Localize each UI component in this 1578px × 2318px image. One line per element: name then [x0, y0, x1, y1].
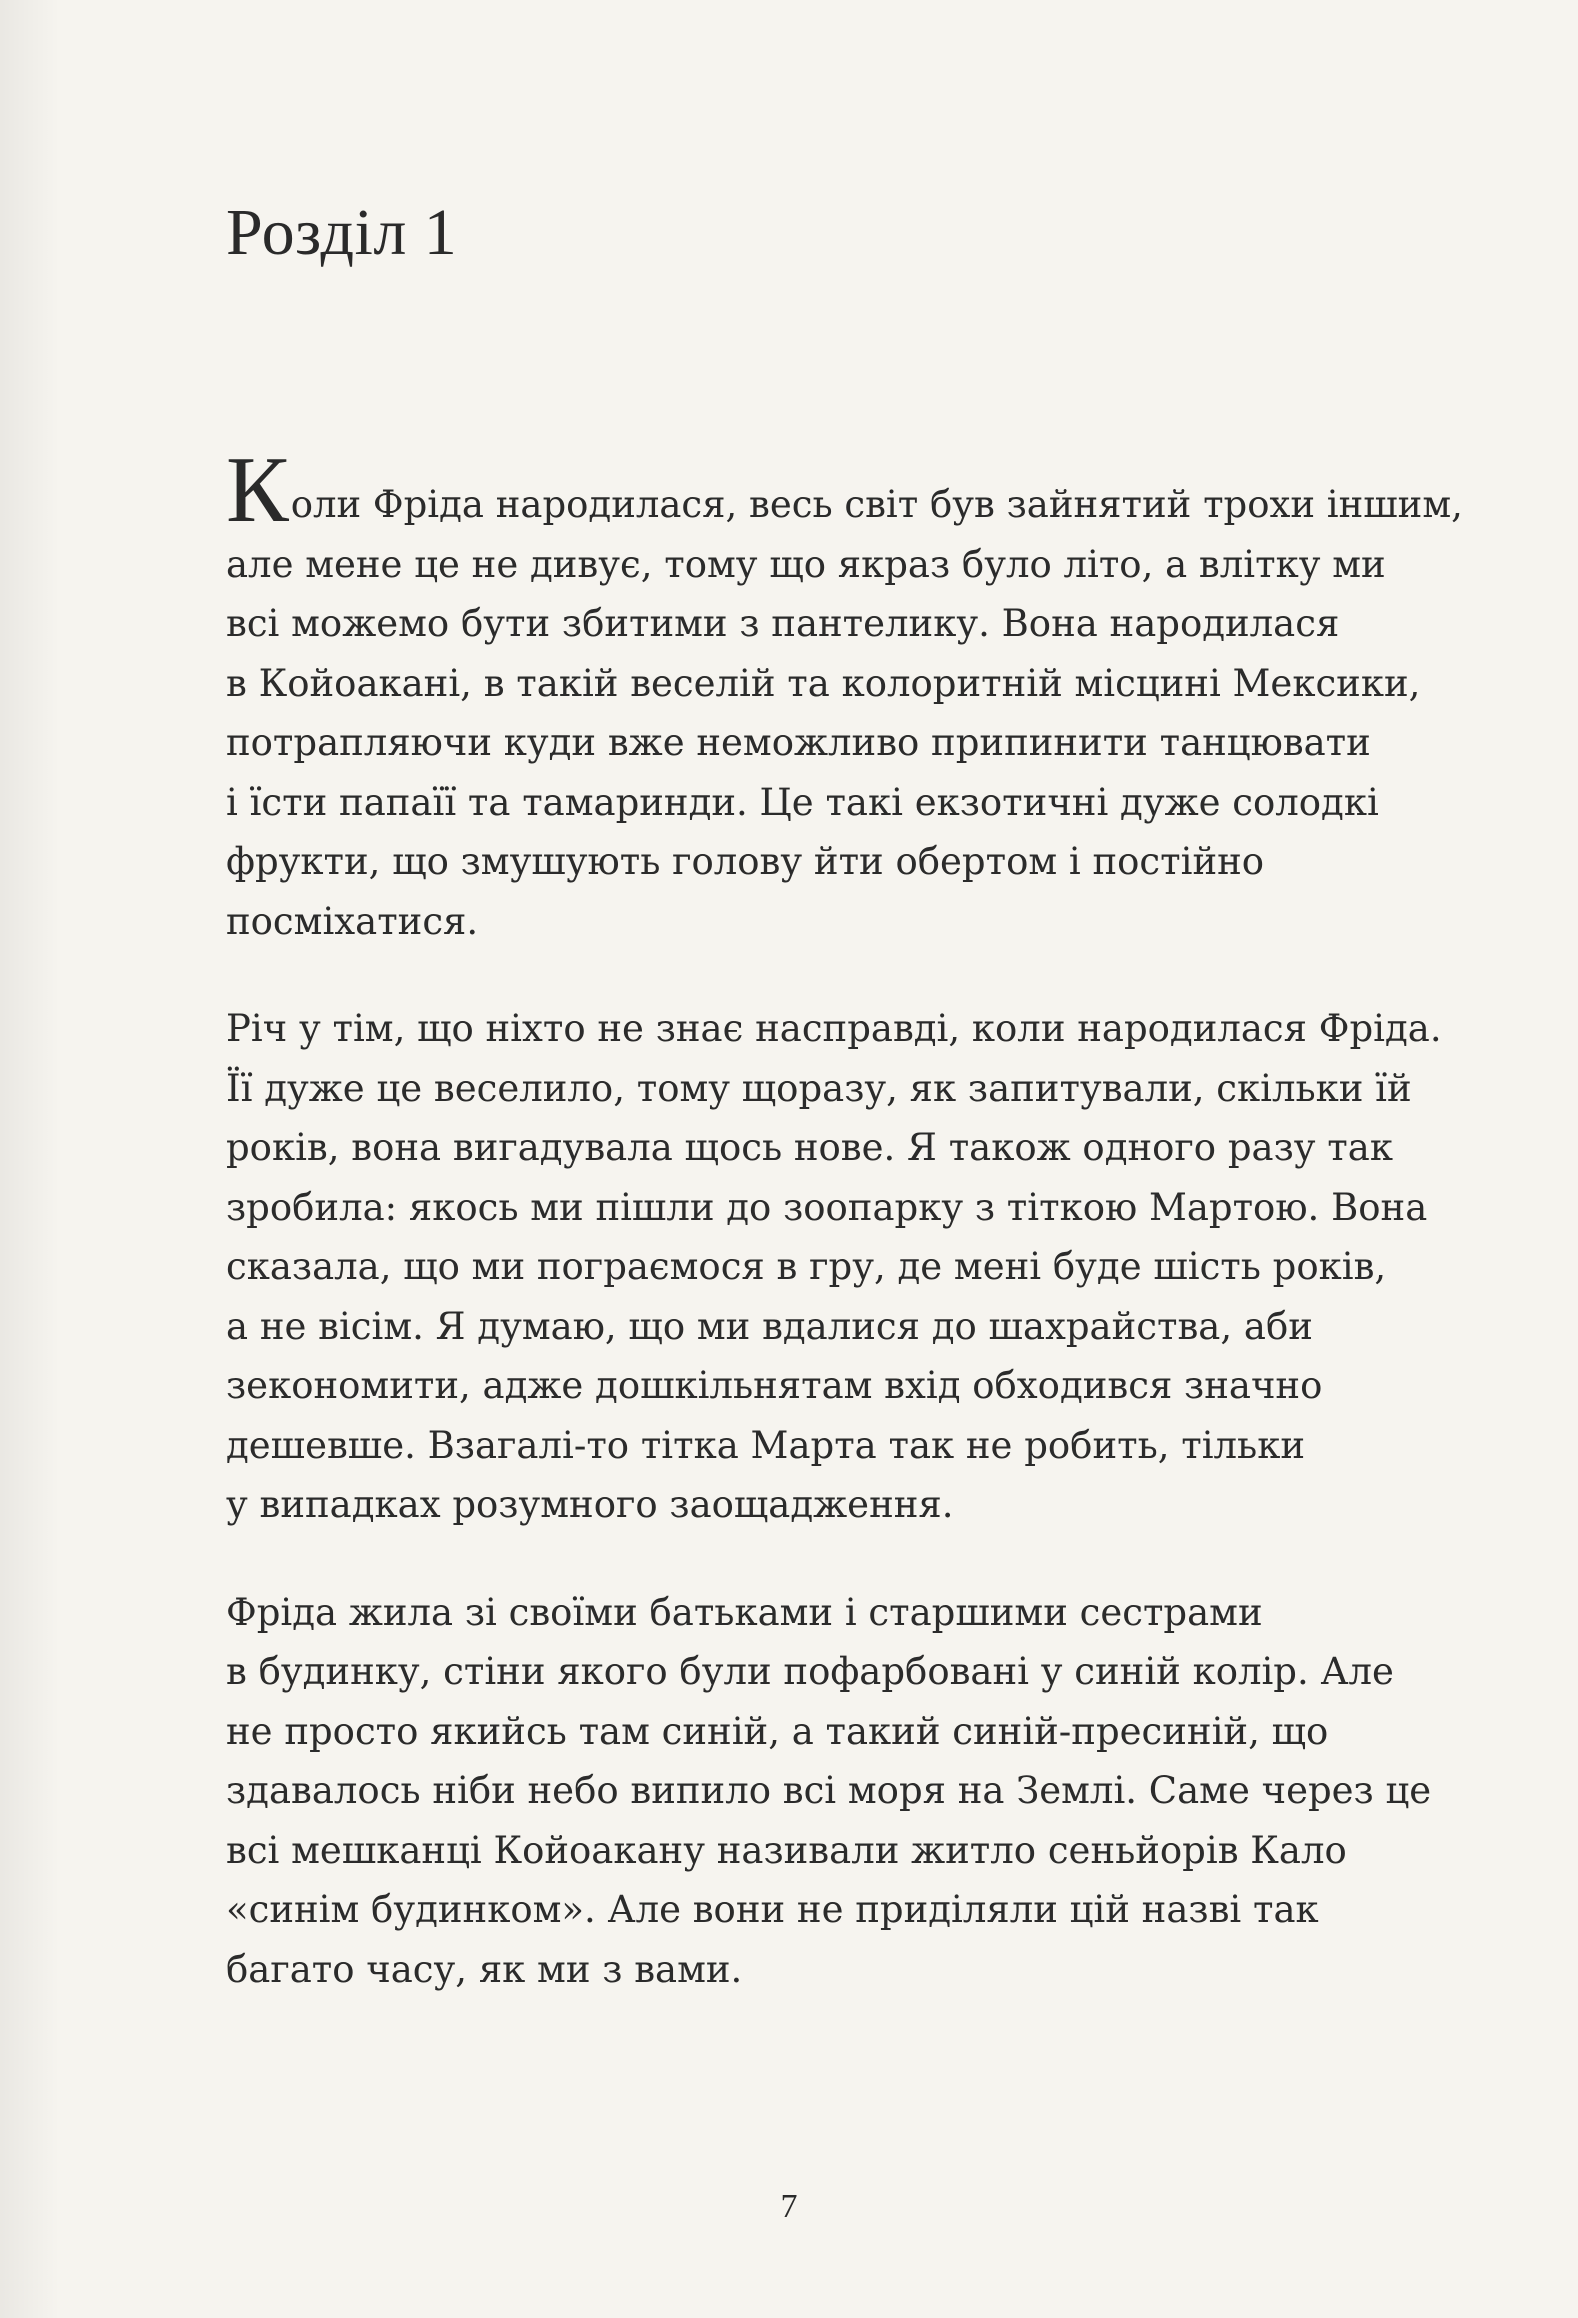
text-line: і їсти папаїї та тамаринди. Це такі екзотичні дуже солодкі: [226, 780, 1379, 824]
chapter-title: Розділ 1: [226, 196, 458, 269]
text-line: зробила: якось ми пішли до зоопарку з тіткою Мартою. Вона: [226, 1185, 1428, 1229]
text-line: Її дуже це веселило, тому щоразу, як запитували, скільки їй: [226, 1066, 1412, 1110]
text-line: [226, 438, 1463, 542]
text-line: потрапляючи куди вже неможливо припинити танцювати: [226, 721, 1371, 764]
text-line: років, вона вигадувала щось нове. Я також одного разу так: [226, 1126, 1393, 1169]
text-line: фрукти, що змушують голову йти обертом і постійно: [226, 840, 1265, 883]
text-line: Річ у тім, що ніхто не знає насправді, коли народилася Фріда.: [226, 1007, 1442, 1050]
text-line: посміхатися.: [226, 899, 479, 943]
text-line: в Койоакані, в такій веселій та колоритній місцині Мексики,: [226, 661, 1421, 705]
text-line: дешевше. Взагалі-то тітка Марта так не робить, тільки: [226, 1423, 1305, 1467]
text-line: зекономити, адже дошкільнятам вхід обходився значно: [226, 1364, 1323, 1407]
paragraph-3: [226, 1583, 1456, 2000]
text-line: не просто якийсь там синій, а такий синій-пресиній, що: [226, 1709, 1329, 1753]
page-number: 7: [780, 2188, 798, 2225]
text-line-rest: оли Фріда народилася, весь світ був зайнятий трохи іншим,: [290, 483, 1463, 526]
text-line: а не вісім. Я думаю, що ми вдалися до шахрайства, аби: [226, 1304, 1313, 1348]
drop-cap: К: [226, 438, 289, 542]
text-line: всі можемо бути збитими з пантелику. Вона народилася: [226, 602, 1340, 645]
text-line: всі мешканці Койоакану називали житло сеньйорів Кало: [226, 1828, 1347, 1872]
text-line: «синім будинком». Але вони не приділяли цій назві так: [226, 1888, 1319, 1931]
text-line: але мене це не дивує, тому що якраз було літо, а влітку ми: [226, 542, 1386, 586]
text-line: в будинку, стіни якого були пофарбовані у синій колір. Але: [226, 1650, 1394, 1693]
text-line: здавалось ніби небо випило всі моря на Землі. Саме через це: [226, 1769, 1432, 1812]
body-text: [226, 438, 1463, 2047]
paragraph-2: [226, 999, 1456, 1535]
paragraph-1: [226, 438, 1463, 951]
text-line: у випадках розумного заощадження.: [226, 1483, 954, 1526]
text-line: багато часу, як ми з вами.: [226, 1947, 743, 1991]
text-line: Фріда жила зі своїми батьками і старшими сестрами: [226, 1590, 1263, 1634]
text-line: сказала, що ми пограємося в гру, де мені буде шість років,: [226, 1245, 1387, 1288]
